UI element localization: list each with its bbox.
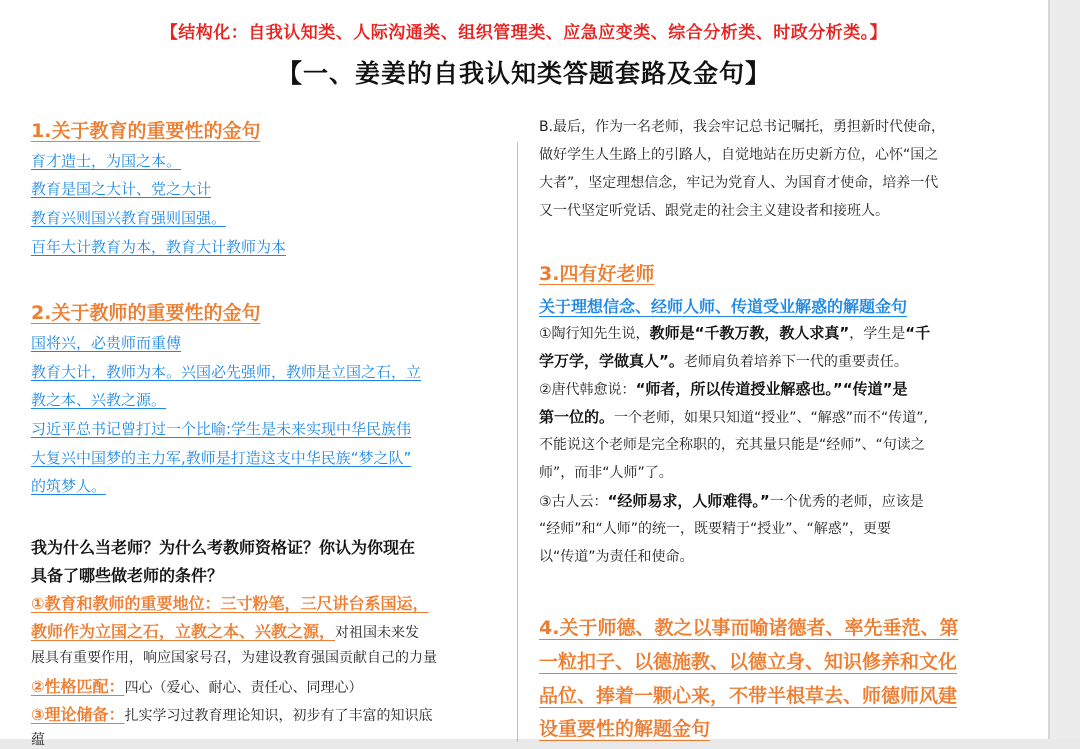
paragraph-line [539,378,908,399]
section-4-heading-line: 品位、捧着一颗心来，不带半根草去、师德师风建 [539,685,958,707]
quote-line: 教之本、兴教之源。 [31,391,167,409]
viewer-gutter [1048,0,1080,739]
answer-point-3: ③理论储备： [31,705,125,724]
bold-run: 第一位的。 [539,408,615,426]
answer-text: 对祖国未来发 [335,625,420,641]
answer-emphasis: 教师作为立国之石，立教之本、兴教之源， [31,622,336,641]
page-edge [1048,0,1050,739]
text-run: 老师肩负着培养下一代的重要责任。 [683,354,908,370]
paragraph-line: 做好学生人生路上的引路人，自觉地站在历史新方位，心怀“国之 [539,147,939,163]
quote-line: 教育大计，教师为本。兴国必先强师，教师是立国之石，立 [31,363,422,381]
quote-line: 国将兴，必贵师而重傅 [31,334,182,352]
paragraph-line: B.最后，作为一名老师，我会牢记总书记嘱托，勇担新时代使命， [539,119,946,135]
text-run: 一个老师，如果只知道“授业”、“解惑”而不“传道”, [614,410,928,426]
answer-line [31,591,429,614]
answer-line [31,619,419,642]
answer-text: 扎实学习过教育理论知识，初步有了丰富的知识底 [124,708,433,724]
paragraph-line [539,322,930,343]
paragraph-line: “经师”和“人师”的统一，既要精于“授业”、“解惑”，更要 [539,521,892,537]
paragraph-line: 以“传道”为责任和使命。 [539,549,694,565]
text-run: 一个优秀的老师，应该是 [769,494,924,510]
section-4-heading-line: 设重要性的解题金句 [539,718,711,740]
answer-line: 展具有重要作用，响应国家号召，为建设教育强国贡献自己的力量 [31,650,437,666]
bold-run: “千 [905,324,931,342]
question-line: 具备了哪些做老师的条件？ [31,566,224,585]
answer-text: 四心（爱心、耐心、责任心、同理心） [124,680,363,696]
paragraph-line [539,406,928,427]
text-run: ①陶行知先生说， [539,326,650,342]
section-1-heading: 1.关于教育的重要性的金句 [31,120,261,142]
section-4-heading-line: 4.关于师德、教之以事而喻诸德者、率先垂范、第 [539,617,959,639]
paragraph-line [539,350,908,371]
paragraph-line: 师”，而非“人师”了。 [539,465,673,481]
paragraph-line: 大者”，坚定理想信念，牢记为党育人、为国育才使命，培养一代 [539,175,939,191]
paragraph-line: 又一代坚定听党话、跟党走的社会主义建设者和接班人。 [539,203,889,219]
answer-point-1: ①教育和教师的重要地位：三寸粉笔，三尺讲台系国运， [31,594,429,613]
bold-run: 教师是“千教万教，教人求真” [649,324,850,342]
bold-run: “经师易求，人师难得。” [607,492,770,510]
answer-point-2: ②性格匹配： [31,677,125,696]
quote-item: 育才造士，为国之本。 [31,152,182,170]
category-banner: 【结构化：自我认知类、人际沟通类、组织管理类、应急应变类、综合分析类、时政分析类。】 [160,23,888,43]
text-run: ，学生是 [849,326,906,342]
section-2-heading: 2.关于教师的重要性的金句 [31,302,261,324]
page-title: 【一、姜姜的自我认知类答题套路及金句】 [276,59,771,88]
text-run: ③古人云： [539,494,608,510]
question-line: 我为什么当老师？为什么考教师资格证？你认为你现在 [31,538,416,557]
quote-line: 习近平总书记曾打过一个比喻:学生是未来实现中华民族伟 [31,420,412,438]
section-3-heading: 3.四有好老师 [539,263,655,285]
bold-run: 学万学，学做真人”。 [539,352,684,370]
section-3-subheading: 关于理想信念、经师人师、传道受业解惑的解题金句 [539,297,908,316]
answer-line [31,674,363,697]
answer-line: 蕴 [31,732,45,748]
text-run: ②唐代韩愈说： [539,382,636,398]
quote-line: 大复兴中国梦的主力军,教师是打造这支中华民族“梦之队” [31,449,412,467]
quote-item: 百年大计教育为本，教育大计教师为本 [31,238,287,256]
bold-run: “师者，所以传道授业解惑也。”“传道”是 [635,380,908,398]
column-divider [517,142,518,742]
answer-line [31,702,433,725]
section-4-heading-line: 一粒扣子、以德施教、以德立身、知识修养和文化 [539,651,958,673]
quote-line: 的筑梦人。 [31,477,107,495]
paragraph-line [539,490,924,511]
quote-item: 教育是国之大计、党之大计 [31,180,212,198]
paragraph-line: 不能说这个老师是完全称职的，充其量只能是“经师”、“句读之 [539,437,925,453]
quote-item: 教育兴则国兴教育强则国强。 [31,209,227,227]
